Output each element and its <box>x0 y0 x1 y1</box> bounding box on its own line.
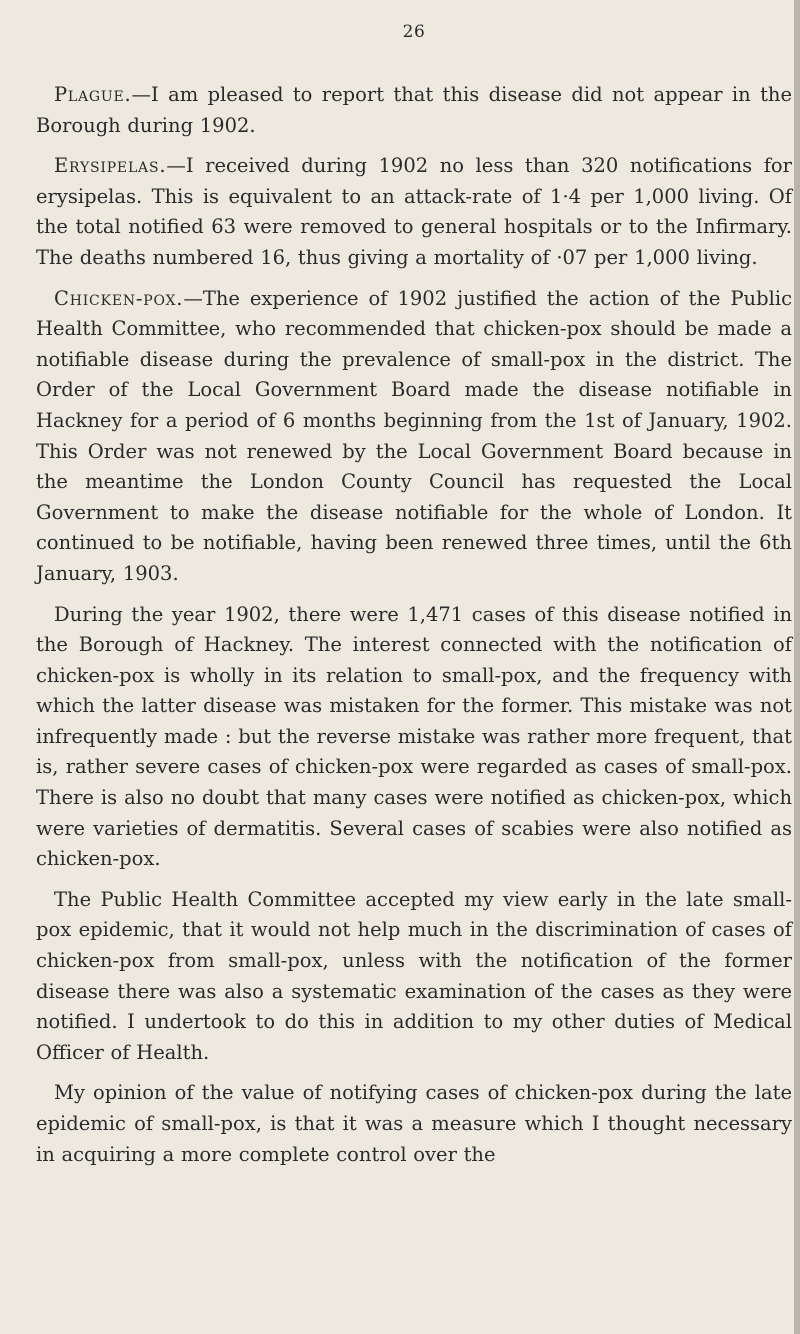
paragraph-cases-1902 <box>36 600 792 875</box>
paragraph-heading: Plague. <box>54 83 132 106</box>
paragraph-text: —I am pleased to report that this disease did not appear in the Borough during 1902. <box>36 83 792 137</box>
paragraph-text: —I received during 1902 no less than 320 notifications for erysipelas. This is equivalent to an attack-rate of 1·4 per 1,000 living. Of the total notified 63 were removed to general hospitals or to the Infirmary. The deaths numbered 16, thus giving a mortality of ·07 per 1,000 living. <box>36 154 792 269</box>
paragraph-text: —The experience of 1902 justified the action of the Public Health Committee, who recommended that chicken-pox should be made a notifiable disease during the prevalence of small-pox in the district. The Order of the Local Government Board made the disease notifiable in Hackney for a period of 6 months beginning from the 1st of January, 1902. This Order was not renewed by the Local Government Board because in the meantime the London County Council has requested the Local Government to make the disease notifiable for the whole of London. It continued to be notifiable, having been renewed three times, until the 6th January, 1903. <box>36 286 792 585</box>
paragraph-heading: Erysipelas. <box>54 154 167 178</box>
page-edge-shadow <box>794 0 800 1334</box>
page-number: 26 <box>402 22 426 42</box>
paragraph-chicken-pox <box>36 284 792 590</box>
paragraph-text: The Public Health Committee accepted my view early in the late small-pox epidemic, that it would not help much in the discrimination of cases of chicken-pox from small-pox, unless with the notification of the former disease there was also a systematic examination of the cases as they were notified. I undertook to do this in addition to my other duties of Medical Officer of Health. <box>36 887 792 1064</box>
paragraph-committee-view <box>36 885 792 1069</box>
paragraph-erysipelas <box>36 151 792 273</box>
paragraph-text: My opinion of the value of notifying cases of chicken-pox during the late epidemic of small-pox, is that it was a measure which I thought necessary in acquiring a more complete control over the <box>36 1081 792 1166</box>
paragraph-plague <box>36 80 792 141</box>
paragraph-opinion <box>36 1078 792 1170</box>
paragraph-text: During the year 1902, there were 1,471 cases of this disease notified in the Borough of Hackney. The interest connected with the notification of chicken-pox is wholly in its relation to small-pox, and the frequency with which the latter disease was mistaken for the former. This mistake was not infrequently made : but the reverse mistake was rather more frequent, that is, rather severe cases of chicken-pox were regarded as cases of small-pox. There is also no doubt that many cases were notified as chicken-pox, which were varieties of dermatitis. Several cases of scabies were also notified as chicken-pox. <box>36 602 792 871</box>
paragraph-heading: Chicken-pox. <box>54 286 184 310</box>
